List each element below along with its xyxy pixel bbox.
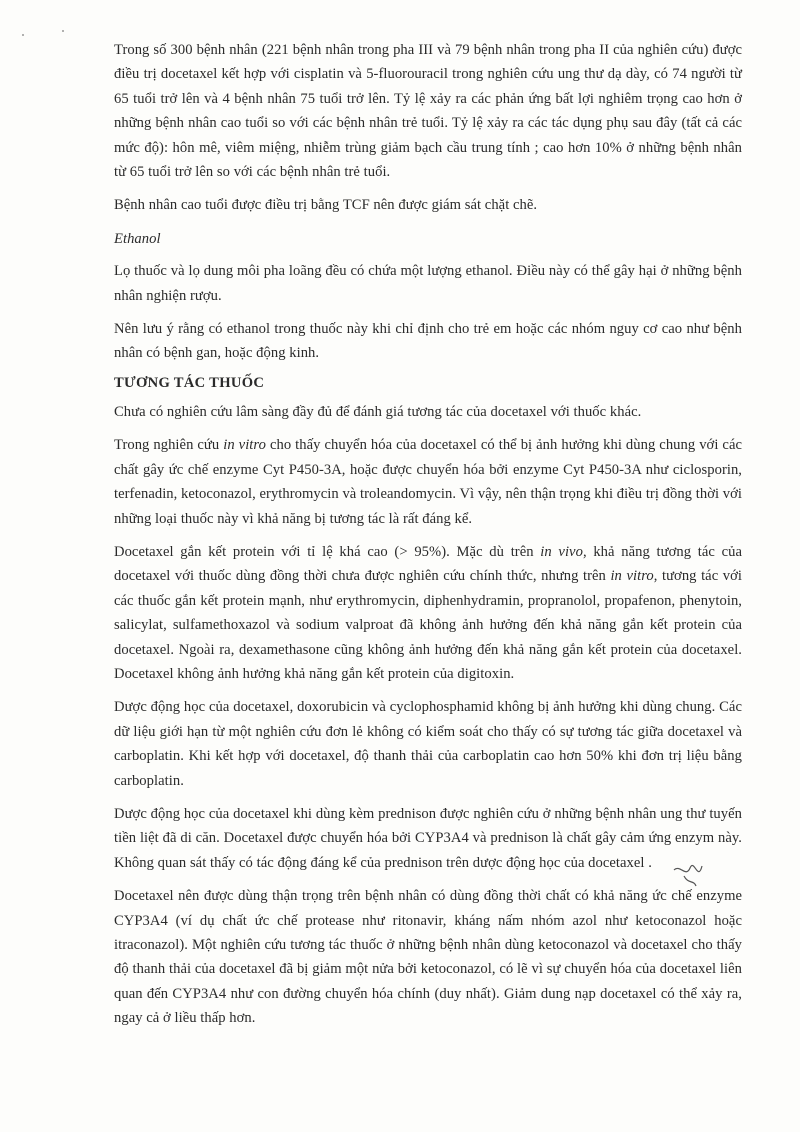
paragraph-pharmacokinetics-combination: Dược động học của docetaxel, doxorubicin và cyclophosphamid không bị ảnh hưởng khi dùng chung. Các dữ liệu giới hạn từ một nghiên cứu đơn lẻ không có kiểm soát cho thấy có sự tương tác giữa docetaxel và carboplatin. Khi kết hợp với docetaxel, độ thanh thải của carboplatin cao hơn 50% khi đơn trị liệu bằng carboplatin. xyxy=(114,699,742,789)
italic-term: in vitro xyxy=(610,568,654,585)
scan-speck xyxy=(22,34,24,36)
paragraph-tcf-monitoring: Bệnh nhân cao tuổi được điều trị bằng TCF nên được giám sát chặt chẽ. xyxy=(114,197,538,214)
paragraph-cyp3a4-inhibitors: Docetaxel nên được dùng thận trọng trên bệnh nhân có dùng đồng thời chất có khả năng ức chế enzyme CYP3A4 (ví dụ chất ức chế protease như ritonavir, kháng nấm nhóm azol như ketoconazol hoặc itraconazol). Một nghiên cứu tương tác thuốc ở những bệnh nhân dùng ketoconazol và docetaxel cho thấy độ thanh thải của docetaxel đã bị giảm một nửa bởi ketoconazol, có lẽ vì sự chuyển hóa của docetaxel liên quan đến CYP3A4 như con đường chuyển hóa chính (duy nhất). Giảm dung nạp docetaxel có thể xảy ra, ngay cả ở liều thấp hơn. xyxy=(114,888,742,1027)
paragraph-protein-binding xyxy=(114,540,742,686)
paragraph-prednison: Dược động học của docetaxel khi dùng kèm prednison được nghiên cứu ở những bệnh nhân ung thư tuyến tiền liệt đã di căn. Docetaxel được chuyển hóa bởi CYP3A4 và prednison là chất gây cảm ứng enzym này. Không quan sát thấy có tác động đáng kể của prednison trên dược động học của docetaxel . xyxy=(114,805,742,871)
handwritten-mark-icon xyxy=(672,862,706,888)
text-run: cho thấy chuyển hóa của docetaxel có thể bị ảnh hưởng khi dùng chung với các chất gây ức chế enzyme Cyt P450-3A, hoặc được chuyển hóa bởi enzyme Cyt P450-3A như ciclosporin, terfenadin, ketoconazol, erythromycin và troleandomycin. Vì vậy, nên thận trọng khi điều trị đồng thời với những loại thuốc này vì khả năng bị tương tác là rất đáng kể. xyxy=(114,437,742,527)
paragraph-ethanol-caution: Nên lưu ý rằng có ethanol trong thuốc này khi chỉ định cho trẻ em hoặc các nhóm nguy cơ cao như bệnh nhân có bệnh gan, hoặc động kinh. xyxy=(114,321,742,362)
paragraph-in-vitro-metabolism xyxy=(114,433,742,531)
paragraph-elderly-gastric: Trong số 300 bệnh nhân (221 bệnh nhân trong pha III và 79 bệnh nhân trong pha II của nghiên cứu) được điều trị docetaxel kết hợp với cisplatin và 5-fluorouracil trong nghiên cứu ung thư dạ dày, có 74 người từ 65 tuổi trở lên và 4 bệnh nhân 75 tuổi trở lên. Tỷ lệ xảy ra các phản ứng bất lợi nghiêm trọng cao hơn ở những bệnh nhân cao tuổi so với các bệnh nhân trẻ tuổi. Tỷ lệ xảy ra các tác dụng phụ sau đây (tất cả các mức độ): hôn mê, viêm miệng, nhiễm trùng giảm bạch cầu trung tính ; cao hơn 10% ở những bệnh nhân từ 65 tuổi trở lên so với các bệnh nhân trẻ tuổi. xyxy=(114,42,742,181)
italic-term: in vitro xyxy=(223,437,266,454)
section-heading-drug-interactions: TƯƠNG TÁC THUỐC xyxy=(114,374,265,391)
ethanol-subheading: Ethanol xyxy=(114,230,161,247)
paragraph-no-studies: Chưa có nghiên cứu lâm sàng đầy đủ để đánh giá tương tác của docetaxel với thuốc khác. xyxy=(114,403,642,420)
text-run: , tương tác với các thuốc gắn kết protein mạnh, như erythromycin, diphenhydramin, propranolol, propafenon, phenytoin, salicylat, sulfamethoxazol và sodium valproat đã không ảnh hưởng đến khả năng gắn kết protein của docetaxel. Ngoài ra, dexamethasone cũng không ảnh hưởng đến khả năng gắn kết protein của docetaxel. Docetaxel không ảnh hưởng khả năng gắn kết protein của digitoxin. xyxy=(114,568,742,682)
paragraph-ethanol-content: Lọ thuốc và lọ dung môi pha loãng đều có chứa một lượng ethanol. Điều này có thể gây hại ở những bệnh nhân nghiện rượu. xyxy=(114,263,742,304)
scan-speck xyxy=(62,30,64,32)
text-run: Docetaxel gắn kết protein với tỉ lệ khá cao (> 95%). Mặc dù trên xyxy=(114,543,541,560)
text-run: Trong nghiên cứu xyxy=(114,437,224,454)
italic-term: in vivo xyxy=(540,543,583,560)
text-run: , khả năng tương tác của docetaxel với thuốc dùng đồng thời chưa được nghiên cứu chính thức, nhưng trên xyxy=(114,543,742,585)
